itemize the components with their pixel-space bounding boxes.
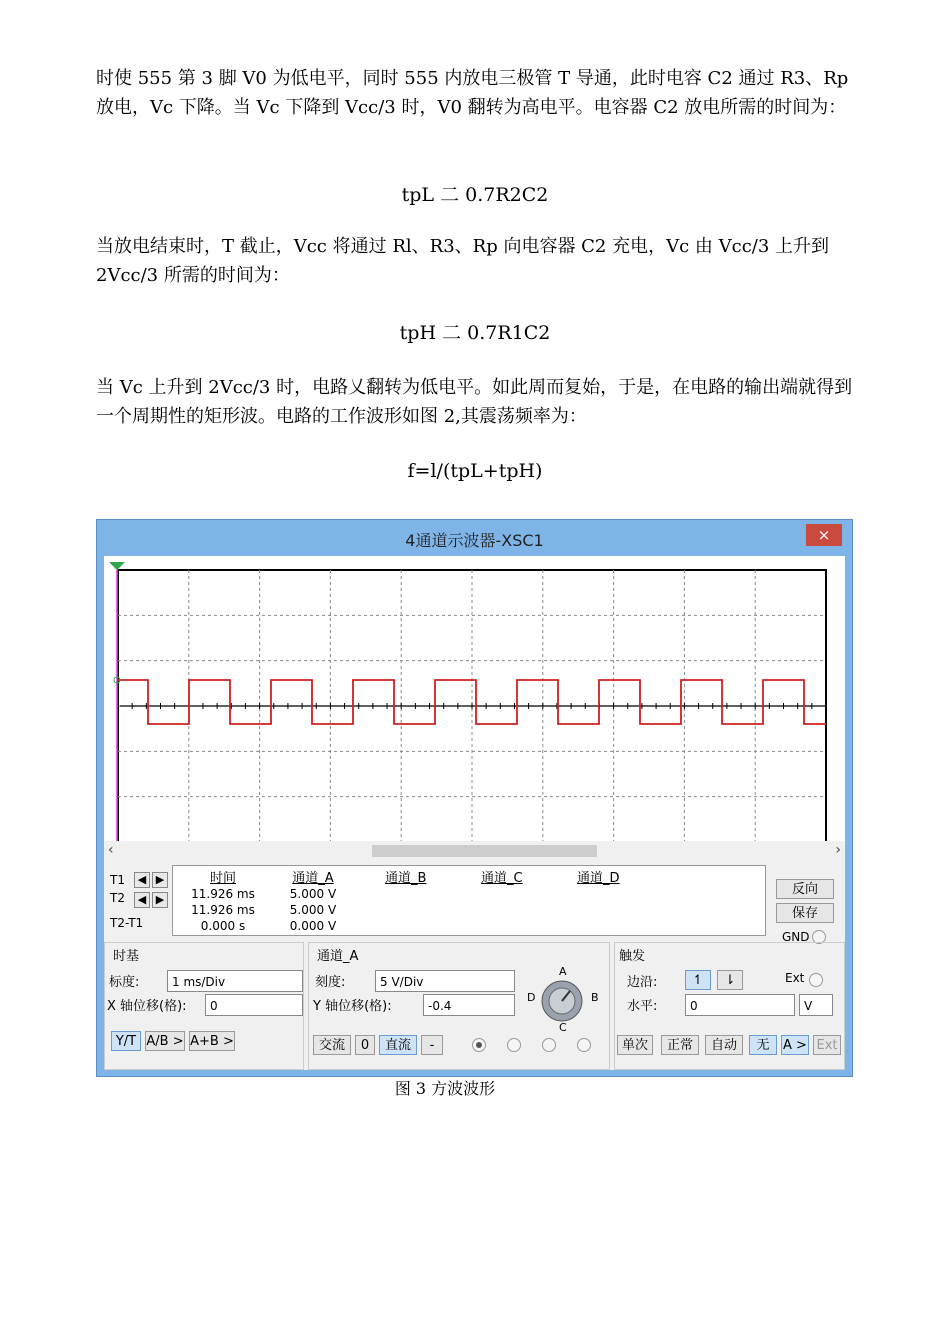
oscilloscope-window: [96, 519, 853, 1077]
trigger-auto-button[interactable]: 自动: [705, 1035, 743, 1055]
trigger-a-button[interactable]: A >: [781, 1035, 809, 1055]
gnd-label: GND: [782, 930, 810, 944]
channel-d-header: 通道_D: [577, 871, 620, 886]
time-t1: 11.926 ms: [191, 887, 255, 901]
mode-a-plus-b-button[interactable]: A+B >: [189, 1031, 235, 1051]
y-position-field[interactable]: -0.4: [423, 994, 515, 1016]
channel-a-diff: 0.000 V: [289, 919, 337, 933]
trigger-title: 触发: [619, 949, 646, 964]
channel-knob-icon[interactable]: [540, 979, 584, 1023]
t2-label: T2: [110, 891, 125, 905]
timebase-title: 时基: [113, 949, 140, 964]
channel-c-header: 通道_C: [481, 871, 523, 886]
waveform-plot: [104, 556, 845, 841]
channel-radio-a[interactable]: [472, 1038, 486, 1052]
time-header: 时间: [209, 871, 236, 886]
t2-right-arrow-icon[interactable]: ▶: [152, 892, 168, 908]
trigger-single-button[interactable]: 单次: [617, 1035, 653, 1055]
paragraph-1: 时使 555 第 3 脚 V0 为低电平，同时 555 内放电三极管 T 导通，此时电容 C2 通过 R3、Rp 放电，Vc 下降。当 Vc 下降到 Vcc/3 时，V0 翻转为高电平。电容器 C2 放电所需的时间为：: [96, 68, 849, 118]
formula-tpl: tpL 二 0.7R2C2: [401, 184, 549, 206]
knob-label-d: D: [527, 991, 536, 1004]
trigger-normal-button[interactable]: 正常: [661, 1035, 699, 1055]
horizontal-scrollbar[interactable]: [104, 841, 845, 861]
channel-a-header: 通道_A: [292, 871, 334, 886]
scroll-right-icon[interactable]: ›: [835, 842, 841, 858]
timebase-scale-field[interactable]: 1 ms/Div: [167, 970, 303, 992]
x-position-field[interactable]: 0: [205, 994, 303, 1016]
trigger-edge-label: 边沿:: [627, 975, 658, 990]
formula-frequency: f=l/(tpL+tpH): [407, 460, 543, 482]
channel-scale-field[interactable]: 5 V/Div: [375, 970, 515, 992]
mode-yt-button[interactable]: Y/T: [111, 1031, 141, 1051]
t2-t1-label: T2-T1: [110, 916, 144, 930]
paragraph-2: 当放电结束时，T 截止，Vcc 将通过 Rl、R3、Rp 向电容器 C2 充电，Vc 由 Vcc/3 上升到 2Vcc/3 所需的时间为：: [96, 236, 830, 286]
channel-title: 通道_A: [317, 949, 359, 964]
trigger-ext-button[interactable]: Ext: [813, 1035, 841, 1055]
oscilloscope-body: [104, 556, 845, 1070]
scope-display: [104, 556, 845, 841]
cursor-t1-handle[interactable]: [109, 562, 125, 570]
knob-label-c: C: [559, 1021, 567, 1034]
ext-label: Ext: [785, 971, 805, 985]
coupling-ac-button[interactable]: 交流: [313, 1035, 351, 1055]
time-diff: 0.000 s: [200, 919, 246, 933]
trigger-unit-field[interactable]: V: [799, 994, 833, 1016]
y-position-label: Y 轴位移(格):: [313, 999, 392, 1014]
channel-group: [308, 942, 610, 1070]
channel-radio-d[interactable]: [577, 1038, 591, 1052]
window-titlebar[interactable]: [97, 520, 852, 556]
x-position-label: X 轴位移(格):: [107, 999, 187, 1014]
rising-edge-icon[interactable]: ↿: [685, 970, 711, 990]
channel-radio-b[interactable]: [507, 1038, 521, 1052]
time-t2: 11.926 ms: [191, 903, 255, 917]
save-button[interactable]: 保存: [776, 903, 834, 923]
paragraph-3: 当 Vc 上升到 2Vcc/3 时，电路乂翻转为低电平。如此周而复始，于是，在电路的输出端就得到一个周期性的矩形波。电路的工作波形如图 2,其震荡频率为：: [96, 377, 853, 427]
scroll-thumb[interactable]: [372, 845, 597, 857]
trigger-none-button[interactable]: 无: [749, 1035, 777, 1055]
timebase-group: [104, 942, 304, 1070]
formula-tph: tpH 二 0.7R1C2: [399, 322, 551, 344]
channel-scale-label: 刻度:: [315, 975, 346, 990]
channel-a-t2: 5.000 V: [289, 903, 337, 917]
trigger-level-label: 水平:: [627, 999, 658, 1014]
window-title: 4通道示波器-XSC1: [405, 531, 544, 550]
coupling-dc-button[interactable]: 直流: [379, 1035, 417, 1055]
trigger-level-field[interactable]: 0: [685, 994, 795, 1016]
close-button[interactable]: ×: [806, 524, 842, 546]
channel-radio-c[interactable]: [542, 1038, 556, 1052]
channel-a-t1: 5.000 V: [289, 887, 337, 901]
coupling-minus-button[interactable]: -: [421, 1035, 443, 1055]
knob-label-b: B: [591, 991, 599, 1004]
t1-right-arrow-icon[interactable]: ▶: [152, 872, 168, 888]
t1-label: T1: [110, 873, 125, 887]
t2-left-arrow-icon[interactable]: ◀: [134, 892, 150, 908]
trigger-group: [614, 942, 845, 1070]
knob-label-a: A: [559, 965, 567, 978]
ext-radio[interactable]: [809, 973, 823, 987]
falling-edge-icon[interactable]: ⇂: [717, 970, 743, 990]
mode-ab-button[interactable]: A/B >: [145, 1031, 185, 1051]
scroll-left-icon[interactable]: ‹: [108, 842, 114, 858]
channel-b-header: 通道_B: [385, 871, 427, 886]
timebase-scale-label: 标度:: [109, 975, 140, 990]
figure-caption: 图 3 方波波形: [394, 1079, 496, 1098]
t1-left-arrow-icon[interactable]: ◀: [134, 872, 150, 888]
coupling-zero-button[interactable]: 0: [355, 1035, 375, 1055]
cursor-readout: [172, 865, 766, 936]
reverse-button[interactable]: 反向: [776, 879, 834, 899]
